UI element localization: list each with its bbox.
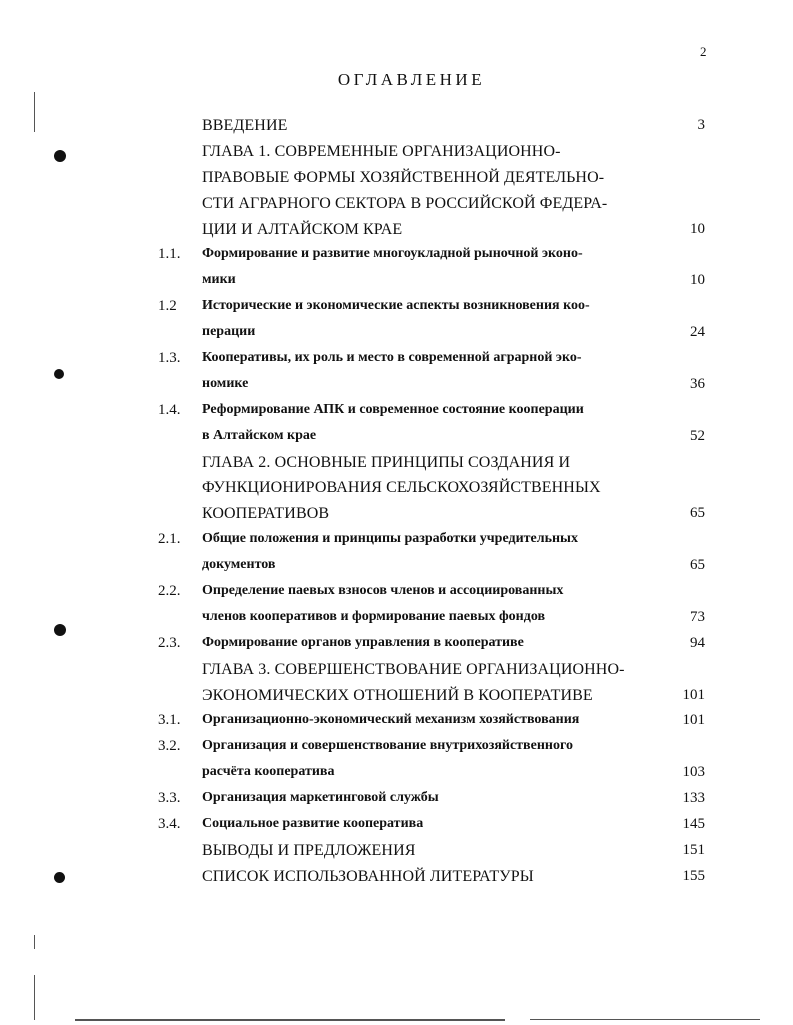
toc-text: ЦИИ И АЛТАЙСКОМ КРАЕ: [202, 220, 403, 238]
toc-text: ГЛАВА 1. СОВРЕМЕННЫЕ ОРГАНИЗАЦИОННО-: [202, 142, 561, 160]
toc-row: [0, 451, 793, 477]
binder-hole-mark: [54, 872, 65, 883]
toc-page: 151: [682, 841, 705, 858]
toc-row: [0, 761, 793, 787]
toc-number: 1.2: [158, 298, 177, 315]
toc-row: [0, 735, 793, 761]
toc-text: Общие положения и принципы разработки учредительных: [202, 531, 578, 547]
page-number: 2: [700, 44, 707, 59]
scan-edge-line: [34, 935, 35, 949]
toc-text: Кооперативы, их роль и место в современной аграрной эко-: [202, 350, 582, 366]
toc-row: [0, 554, 793, 580]
binder-hole-mark: [54, 150, 66, 162]
toc-number: 3.1.: [158, 712, 181, 729]
toc-row: [0, 658, 793, 684]
toc-page: 10: [690, 272, 705, 289]
toc-number: 1.1.: [158, 246, 181, 263]
toc-text: расчёта кооператива: [202, 764, 335, 780]
toc-page: 10: [690, 220, 705, 237]
toc-text: ГЛАВА 3. СОВЕРШЕНСТВОВАНИЕ ОРГАНИЗАЦИОННО-: [202, 660, 625, 678]
toc-row: [0, 839, 793, 865]
toc-text: перации: [202, 324, 256, 340]
toc-text: Социальное развитие кооператива: [202, 816, 424, 832]
toc-text: Организация маркетинговой службы: [202, 790, 439, 806]
toc-text: членов кооперативов и формирование паевых фондов: [202, 608, 546, 624]
toc-page: 65: [690, 557, 705, 574]
toc-row: [0, 218, 793, 244]
toc-text: ГЛАВА 2. ОСНОВНЫЕ ПРИНЦИПЫ СОЗДАНИЯ И: [202, 453, 571, 471]
toc-row: [0, 269, 793, 295]
toc-row: [0, 684, 793, 710]
toc-text: документов: [202, 557, 276, 573]
toc-text: мики: [202, 272, 236, 288]
toc-row: [0, 114, 793, 140]
toc-page: 94: [690, 634, 705, 651]
toc-row: [0, 295, 793, 321]
toc-number: 1.4.: [158, 401, 181, 418]
toc-page: 52: [690, 427, 705, 444]
binder-hole-mark: [54, 369, 64, 379]
toc-row: [0, 373, 793, 399]
toc-text: Организация и совершенствование внутрихозяйственного: [202, 738, 573, 754]
toc-text: в Алтайском крае: [202, 427, 317, 443]
toc-row: [0, 192, 793, 218]
toc-page: 36: [690, 375, 705, 392]
toc-row: [0, 399, 793, 425]
toc-row: [0, 865, 793, 891]
toc-row: [0, 166, 793, 192]
toc-page: 73: [690, 608, 705, 625]
toc-text: Реформирование АПК и современное состояние кооперации: [202, 401, 584, 417]
scan-bottom-line: [530, 1019, 760, 1020]
toc-text: Формирование органов управления в кооперативе: [202, 634, 524, 650]
toc-row: [0, 140, 793, 166]
toc-row: [0, 787, 793, 813]
toc-page: 101: [682, 712, 705, 729]
toc-text: КООПЕРАТИВОВ: [202, 505, 330, 523]
toc-text: ВЫВОДЫ И ПРЕДЛОЖЕНИЯ: [202, 841, 416, 859]
toc-number: 3.2.: [158, 738, 181, 755]
toc-row: [0, 476, 793, 502]
toc-number: 3.4.: [158, 816, 181, 833]
table-of-contents: [0, 114, 793, 891]
toc-text: Исторические и экономические аспекты возникновения коо-: [202, 298, 590, 314]
toc-page: 3: [697, 117, 705, 133]
toc-row: [0, 709, 793, 735]
toc-page: 145: [682, 816, 705, 833]
toc-text: ФУНКЦИОНИРОВАНИЯ СЕЛЬСКОХОЗЯЙСТВЕННЫХ: [202, 479, 601, 497]
toc-row: [0, 528, 793, 554]
toc-number: 3.3.: [158, 790, 181, 807]
toc-page: 155: [682, 867, 705, 884]
toc-text: ЭКОНОМИЧЕСКИХ ОТНОШЕНИЙ В КООПЕРАТИВЕ: [202, 686, 593, 704]
toc-page: 24: [690, 324, 705, 341]
toc-number: 2.2.: [158, 583, 181, 600]
toc-page: 103: [682, 764, 705, 781]
scan-edge-line: [34, 92, 35, 132]
page-title: ОГЛАВЛЕНИЕ: [337, 70, 486, 89]
toc-text: СТИ АГРАРНОГО СЕКТОРА В РОССИЙСКОЙ ФЕДЕРА-: [202, 194, 608, 212]
toc-row: [0, 321, 793, 347]
toc-text: ВВЕДЕНИЕ: [202, 117, 288, 134]
toc-number: 2.3.: [158, 634, 181, 651]
toc-row: [0, 425, 793, 451]
toc-text: номике: [202, 375, 249, 391]
toc-page: 101: [682, 686, 705, 703]
toc-page: 65: [690, 505, 705, 522]
toc-number: 1.3.: [158, 350, 181, 367]
binder-hole-mark: [54, 624, 66, 636]
toc-number: 2.1.: [158, 531, 181, 548]
toc-page: 133: [682, 790, 705, 807]
toc-text: Определение паевых взносов членов и ассоциированных: [202, 583, 564, 599]
toc-text: ПРАВОВЫЕ ФОРМЫ ХОЗЯЙСТВЕННОЙ ДЕЯТЕЛЬНО-: [202, 168, 605, 186]
toc-row: [0, 347, 793, 373]
toc-text: Формирование и развитие многоукладной рыночной эконо-: [202, 246, 583, 262]
toc-row: [0, 632, 793, 658]
toc-row: [0, 502, 793, 528]
toc-row: [0, 606, 793, 632]
toc-text: Организационно-экономический механизм хозяйствования: [202, 712, 580, 728]
toc-row: [0, 813, 793, 839]
scan-bottom-line: [75, 1019, 505, 1021]
toc-row: [0, 580, 793, 606]
toc-row: [0, 243, 793, 269]
toc-text: СПИСОК ИСПОЛЬЗОВАННОЙ ЛИТЕРАТУРЫ: [202, 867, 534, 885]
scan-edge-line: [34, 975, 35, 1020]
